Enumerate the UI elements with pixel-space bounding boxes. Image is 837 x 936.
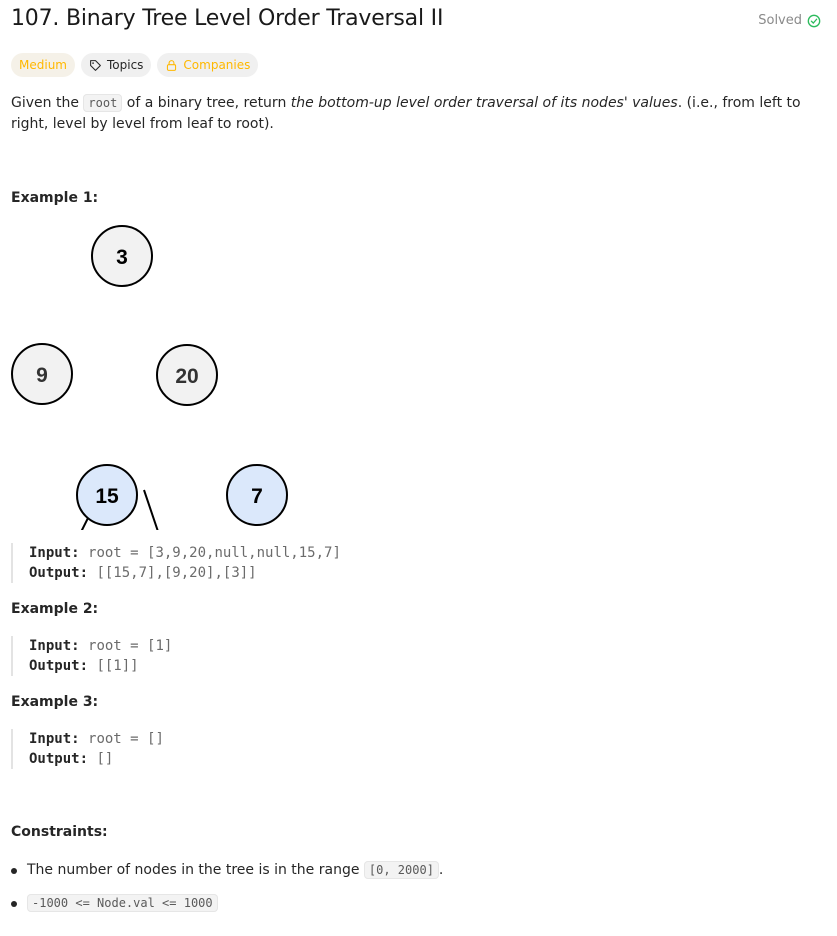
- tree-node: [157, 345, 217, 405]
- tree-node-label: 20: [175, 365, 199, 388]
- example-output-line: [29, 749, 164, 769]
- constraint-code: [0, 2000]: [364, 861, 439, 879]
- example-input-line: [29, 543, 341, 563]
- output-value: [[1]]: [96, 658, 139, 674]
- topics-label: Topics: [106, 58, 144, 72]
- topics-button[interactable]: [81, 53, 151, 77]
- tag-row: [11, 53, 258, 77]
- tree-node: [92, 226, 152, 286]
- problem-description: [11, 93, 823, 135]
- output-label: Output:: [29, 658, 89, 674]
- constraint-text: The number of nodes in the tree is in the range: [27, 862, 364, 878]
- problem-title: 107. Binary Tree Level Order Traversal II: [11, 6, 444, 31]
- constraint-code: -1000 <= Node.val <= 1000: [27, 894, 218, 912]
- example-1-heading: Example 1:: [11, 190, 99, 206]
- companies-button[interactable]: [157, 53, 258, 77]
- lock-icon: [165, 59, 178, 72]
- input-value: root = [3,9,20,null,null,15,7]: [88, 545, 341, 561]
- example-1-block: [11, 543, 341, 583]
- tree-edge: [144, 490, 170, 530]
- input-value: root = [1]: [88, 638, 173, 654]
- example-input-line: [29, 636, 172, 656]
- input-value: root = []: [88, 731, 164, 747]
- check-circle-icon: [807, 14, 821, 28]
- output-label: Output:: [29, 565, 89, 581]
- constraint-item: [11, 858, 443, 891]
- difficulty-badge[interactable]: [11, 53, 75, 77]
- desc-italic: the bottom-up level order traversal of its nodes' values: [290, 95, 678, 111]
- example-output-line: [29, 656, 172, 676]
- example-3-block: [11, 729, 164, 769]
- constraint-text: .: [438, 862, 444, 878]
- constraints-list: [11, 858, 443, 924]
- tree-node-label: 3: [116, 246, 128, 269]
- desc-code: root: [83, 94, 122, 112]
- constraints-heading: Constraints:: [11, 824, 108, 840]
- desc-text: . (i.e., from left to right, level by level from leaf to root).: [11, 95, 801, 132]
- solved-label: Solved: [758, 13, 802, 28]
- input-label: Input:: [29, 545, 80, 561]
- desc-text: Given the: [11, 95, 84, 111]
- input-label: Input:: [29, 731, 80, 747]
- example-2-heading: Example 2:: [11, 601, 99, 617]
- desc-text: of a binary tree, return: [122, 95, 291, 111]
- output-label: Output:: [29, 751, 89, 767]
- companies-label: Companies: [183, 58, 251, 72]
- tree-node: [227, 465, 287, 525]
- tree-node-label: 15: [95, 485, 119, 508]
- tree-node: [12, 344, 72, 404]
- tree-node-label: 7: [251, 485, 263, 508]
- solved-status: [758, 13, 821, 28]
- constraint-item: [11, 891, 443, 924]
- tag-icon: [89, 59, 102, 72]
- input-label: Input:: [29, 638, 80, 654]
- example-input-line: [29, 729, 164, 749]
- output-value: [[15,7],[9,20],[3]]: [96, 565, 257, 581]
- tree-node: [77, 465, 137, 525]
- difficulty-label: Medium: [19, 58, 67, 72]
- output-value: []: [96, 751, 114, 767]
- example-2-block: [11, 636, 172, 676]
- example-output-line: [29, 563, 341, 583]
- tree-node-label: 9: [36, 364, 48, 387]
- example-3-heading: Example 3:: [11, 694, 99, 710]
- example-1-tree-diagram: [0, 215, 300, 530]
